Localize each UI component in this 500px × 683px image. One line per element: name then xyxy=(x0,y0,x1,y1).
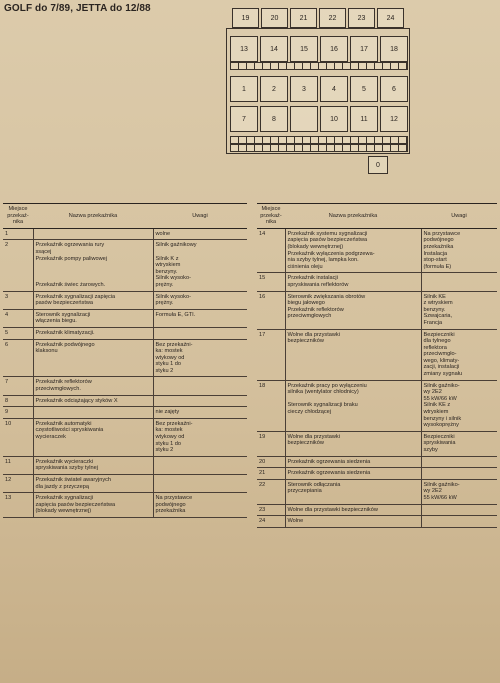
table-row xyxy=(3,327,247,339)
relay-slot-4: 4 xyxy=(320,76,348,102)
table-row xyxy=(257,456,497,468)
relay-slot-number: 19 xyxy=(257,431,285,456)
relay-name: Sterownik sygnalizacji włączenia biegu. xyxy=(33,309,153,327)
fuse-row xyxy=(230,136,408,144)
relay-notes xyxy=(421,504,497,516)
relay-notes xyxy=(421,468,497,480)
relay-notes: Bezpieczniki dla tylnego reflektora przeciwmgło- wego, klimaty- zacji, instalacji zmiany sygnału xyxy=(421,329,497,380)
relay-slot-number: 7 xyxy=(3,377,33,395)
relay-name: Przekaźnik reflektorów przeciwmgłowych. xyxy=(33,377,153,395)
relay-notes xyxy=(153,456,247,474)
relay-name: Przekaźnik sygnalizacji zapięcia pasów bezpieczeństwa xyxy=(33,291,153,309)
table-row xyxy=(257,329,497,380)
relay-notes: Na przystawce podwójnego przekaźnika Instalacja stop-start (formuła E) xyxy=(421,228,497,273)
relay-slot-24: 24 xyxy=(377,8,404,28)
relay-notes: Bez przekaźni- ka: mostek wtykowy od styku 1 do styku 2 xyxy=(153,339,247,377)
relay-name: Przekaźnik świateł awaryjnych dla jazdy z przyczepą xyxy=(33,475,153,493)
relay-slot-10: 10 xyxy=(320,106,348,132)
relay-slot-11: 11 xyxy=(350,106,378,132)
relay-slot-number: 4 xyxy=(3,309,33,327)
relay-slot-number: 8 xyxy=(3,395,33,407)
relay-name: Przekaźnik ogrzewania siedzenia xyxy=(285,468,421,480)
column-header-name: Nazwa przekaźnika xyxy=(285,204,421,229)
relay-table-right xyxy=(257,203,497,528)
relay-slot-2: 2 xyxy=(260,76,288,102)
relay-slot-18: 18 xyxy=(380,36,408,62)
column-header-number: Miejsce przekaź- nika xyxy=(257,204,285,229)
relay-slot-number: 5 xyxy=(3,327,33,339)
relay-slot-1: 1 xyxy=(230,76,258,102)
relay-slot-number: 16 xyxy=(257,291,285,329)
relay-notes: Silnik wysoko- prężny. xyxy=(153,291,247,309)
relay-slot-empty xyxy=(290,106,318,132)
relay-slot-number: 6 xyxy=(3,339,33,377)
relay-slot-number: 18 xyxy=(257,380,285,431)
relay-notes: nie zajęty xyxy=(153,407,247,419)
table-row xyxy=(257,291,497,329)
relay-slot-number: 13 xyxy=(3,493,33,518)
relay-notes: Silnik gaźniko- wy 2E2 55 kW/66 kW Silnik KE z wtryskiem benzyny i silnik wysokoprężny xyxy=(421,380,497,431)
relay-slot-8: 8 xyxy=(260,106,288,132)
relay-notes xyxy=(153,377,247,395)
relay-name: Przekaźnik automatyki częstotliwości spryskiwania wycieraczek xyxy=(33,418,153,456)
relay-slot-6: 6 xyxy=(380,76,408,102)
relay-name: Przekaźnik sygnalizacji zapięcia pasów bezpieczeństwa (blokady wewnętrznej) xyxy=(33,493,153,518)
relay-name: Wolne xyxy=(285,516,421,528)
column-header-name: Nazwa przekaźnika xyxy=(33,204,153,229)
table-header-row xyxy=(3,204,247,229)
relay-name: Przekaźnik odciążający styków X xyxy=(33,395,153,407)
relay-notes xyxy=(421,516,497,528)
relay-notes xyxy=(421,273,497,291)
relay-notes: Silnik gaźnikowy Silnik K z wtryskiem benzyny. Silnik wysoko- prężny. xyxy=(153,240,247,291)
relay-slot-7: 7 xyxy=(230,106,258,132)
relay-slot-number: 2 xyxy=(3,240,33,291)
table-row xyxy=(257,504,497,516)
table-row xyxy=(3,240,247,291)
relay-slot-number: 17 xyxy=(257,329,285,380)
relay-slot-19: 19 xyxy=(232,8,259,28)
relay-name: Przekaźnik ogrzewania rury ssącej Przekaźnik pompy paliwowej Przekaźnik świec żarowych. xyxy=(33,240,153,291)
relay-name xyxy=(33,407,153,419)
relay-notes xyxy=(153,475,247,493)
table-row xyxy=(3,456,247,474)
column-header-notes: Uwagi xyxy=(153,204,247,229)
table-row xyxy=(257,468,497,480)
relay-slot-number: 9 xyxy=(3,407,33,419)
relay-slot-number: 20 xyxy=(257,456,285,468)
table-row xyxy=(3,475,247,493)
relay-notes: Bez przekaźni- ka: mostek wtykowy od styku 1 do styku 2 xyxy=(153,418,247,456)
table-row xyxy=(3,291,247,309)
relay-notes: Na przystawce podwójnego przekaźnika xyxy=(153,493,247,518)
relay-slot-20: 20 xyxy=(261,8,288,28)
relay-table-left xyxy=(3,203,247,518)
relay-notes xyxy=(153,395,247,407)
relay-slot-12: 12 xyxy=(380,106,408,132)
relay-slot-13: 13 xyxy=(230,36,258,62)
relay-name: Wolne dla przystawki bezpieczników xyxy=(285,329,421,380)
fuse-row xyxy=(230,62,408,70)
relay-slot-3: 3 xyxy=(290,76,318,102)
table-row xyxy=(3,407,247,419)
relay-name: Przekaźnik ogrzewania siedzenia xyxy=(285,456,421,468)
table-row xyxy=(257,431,497,456)
table-row xyxy=(257,479,497,504)
relay-slot-23: 23 xyxy=(348,8,375,28)
relay-name: Przekaźnik wycieraczki spryskiwania szyby tylnej xyxy=(33,456,153,474)
relay-slot-number: 24 xyxy=(257,516,285,528)
column-header-notes: Uwagi xyxy=(421,204,497,229)
table-row xyxy=(257,380,497,431)
relay-name xyxy=(33,228,153,240)
relay-name: Przekaźnik systemu sygnalizacji zapięcia pasów bezpieczeństwa (blokady wewnętrznej) Przekaźnik wyłączenia podgrzewa- nia szyby tylnej, lampka kon. ciśnienia oleju xyxy=(285,228,421,273)
relay-slot-number: 21 xyxy=(257,468,285,480)
relay-slot-17: 17 xyxy=(350,36,378,62)
relay-slot-number: 10 xyxy=(3,418,33,456)
relay-slot-number: 1 xyxy=(3,228,33,240)
relay-notes xyxy=(421,456,497,468)
table-row xyxy=(3,228,247,240)
table-row xyxy=(257,516,497,528)
relay-slot-number: 11 xyxy=(3,456,33,474)
relay-slot-16: 16 xyxy=(320,36,348,62)
relay-slot-number: 12 xyxy=(3,475,33,493)
column-header-number: Miejsce przekaź- nika xyxy=(3,204,33,229)
table-row xyxy=(3,339,247,377)
relay-slot-number: 3 xyxy=(3,291,33,309)
relay-notes: Silnik KE z wtryskiem benzyny. Szwajcaria, Francja xyxy=(421,291,497,329)
page-title: GOLF do 7/89, JETTA do 12/88 xyxy=(4,3,151,14)
relay-notes xyxy=(153,327,247,339)
relay-notes: Silnik gaźniko- wy 2E2 55 kW/66 kW xyxy=(421,479,497,504)
relay-slot-number: 22 xyxy=(257,479,285,504)
table-row xyxy=(257,273,497,291)
relay-slot-22: 22 xyxy=(319,8,346,28)
relay-name: Sterownik zwiększania obrotów biegu jałowego Przekaźnik reflektorów przeciwmgłowych xyxy=(285,291,421,329)
fuse-box-diagram xyxy=(200,6,414,176)
relay-name: Sterownik odłączania przyczepiania xyxy=(285,479,421,504)
relay-slot-0: 0 xyxy=(368,156,388,174)
relay-slot-15: 15 xyxy=(290,36,318,62)
table-row xyxy=(3,309,247,327)
table-header-row xyxy=(257,204,497,229)
table-row xyxy=(257,228,497,273)
relay-notes: Formuła E, GTI. xyxy=(153,309,247,327)
relay-name: Przekaźnik pracy po wyłączeniu silnika (wentylator chłodnicy) Sterownik sygnalizacji braku cieczy chłodzącej xyxy=(285,380,421,431)
relay-slot-number: 23 xyxy=(257,504,285,516)
relay-name: Przekaźnik instalacji spryskiwania reflektorów xyxy=(285,273,421,291)
table-row xyxy=(3,418,247,456)
fuse-row xyxy=(230,144,408,152)
relay-slot-14: 14 xyxy=(260,36,288,62)
relay-slot-number: 15 xyxy=(257,273,285,291)
relay-name: Wolne dla przystawki bezpieczników xyxy=(285,504,421,516)
relay-slot-5: 5 xyxy=(350,76,378,102)
table-row xyxy=(3,377,247,395)
table-row xyxy=(3,493,247,518)
relay-slot-number: 14 xyxy=(257,228,285,273)
table-row xyxy=(3,395,247,407)
relay-name: Wolne dla przystawki bezpieczników xyxy=(285,431,421,456)
relay-name: Przekaźnik klimatyzacji. xyxy=(33,327,153,339)
relay-slot-21: 21 xyxy=(290,8,317,28)
relay-notes: Bezpieczniki spryskiwania szyby xyxy=(421,431,497,456)
relay-name: Przekaźnik podwójnego klaksonu xyxy=(33,339,153,377)
relay-notes: wolne xyxy=(153,228,247,240)
